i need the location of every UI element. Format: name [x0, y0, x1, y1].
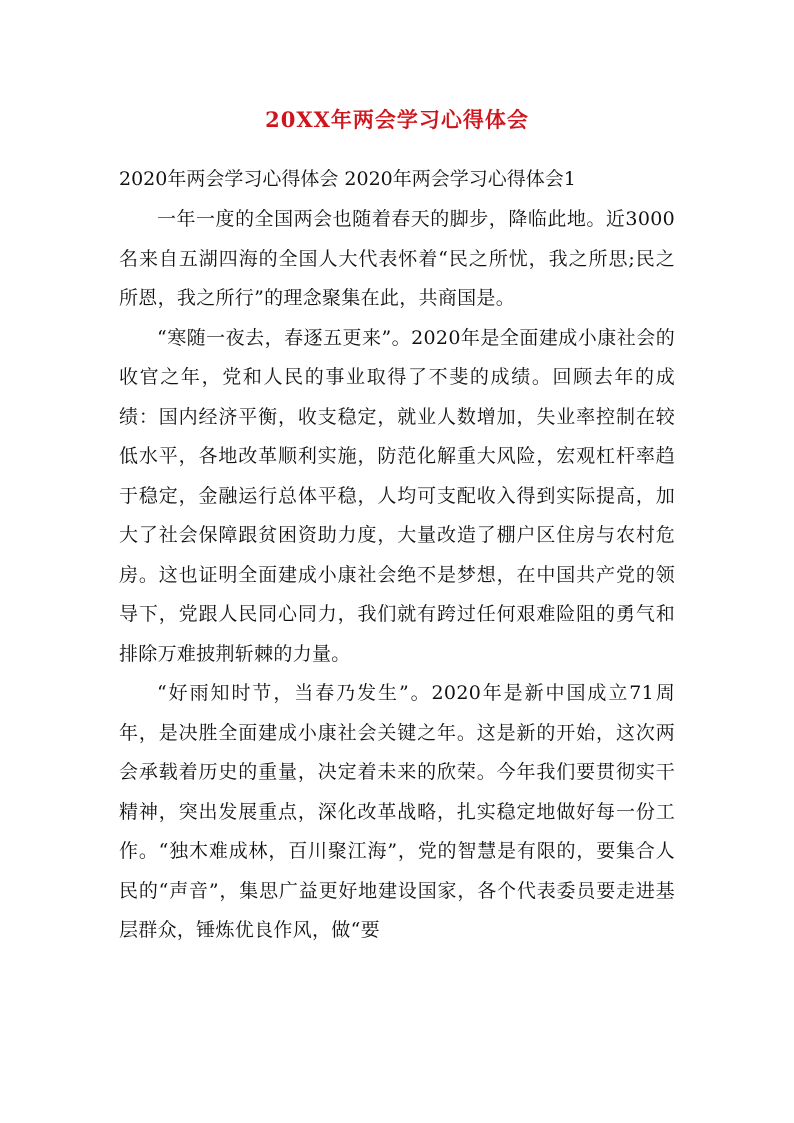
- paragraph-2: “寒随一夜去，春逐五更来”。2020年是全面建成小康社会的收官之年，党和人民的事业取得了不斐的成绩。回顾去年的成绩：国内经济平衡，收支稳定，就业人数增加，失业率控制在较低水平，各地改革顺利实施，防范化解重大风险，宏观杠杆率趋于稳定，金融运行总体平稳，人均可支配收入得到实际提高，加大了社会保障跟贫困资助力度，大量改造了棚户区住房与农村危房。这也证明全面建成小康社会绝不是梦想，在中国共产党的领导下，党跟人民同心同力，我们就有跨过任何艰难险阻的勇气和排除万难披荆斩棘的力量。: [119, 326, 675, 665]
- document-body: [119, 200, 675, 951]
- document-title: 20XX年两会学习心得体会: [265, 107, 529, 132]
- paragraph-1: 一年一度的全国两会也随着春天的脚步，降临此地。近3000名来自五湖四海的全国人大代表怀着“民之所忧，我之所思;民之所恩，我之所行”的理念聚集在此，共商国是。: [119, 208, 675, 309]
- document-subtitle: 2020年两会学习心得体会 2020年两会学习心得体会1: [119, 168, 576, 190]
- paragraph-3: “好雨知时节，当春乃发生”。2020年是新中国成立71周年，是决胜全面建成小康社会关键之年。这是新的开始，这次两会承载着历史的重量，决定着未来的欣荣。今年我们要贯彻实干精神，突出发展重点，深化改革战略，扎实稳定地做好每一份工作。“独木难成林，百川聚江海”，党的智慧是有限的，要集合人民的“声音”，集思广益更好地建设国家，各个代表委员要走进基层群众，锤炼优良作风，做“要: [119, 682, 675, 941]
